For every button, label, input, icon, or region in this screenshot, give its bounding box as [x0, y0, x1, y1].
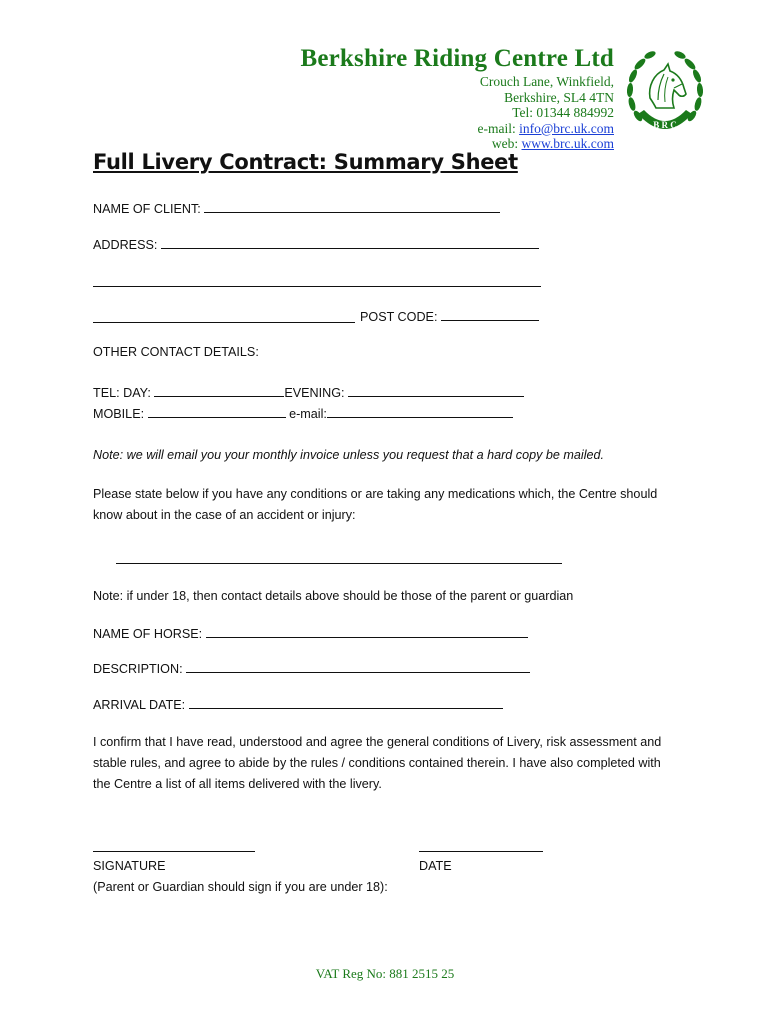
postcode-field[interactable] [441, 309, 539, 321]
company-name: Berkshire Riding Centre Ltd [300, 45, 614, 72]
tel-row [93, 385, 524, 401]
confirmation-text: I confirm that I have read, understood and agree the general conditions of Livery, risk assessment and stable rules, and agree to abide by the rules / conditions contained therein. I have also completed with the Centre a list of all items delivered with the livery. [93, 735, 662, 791]
address-field-2[interactable] [93, 286, 541, 287]
email-link[interactable]: info@brc.uk.com [519, 120, 614, 136]
arrival-date-field[interactable] [189, 697, 503, 709]
brc-logo [624, 44, 706, 142]
description-label: DESCRIPTION: [93, 662, 183, 676]
logo-letters: B R C [653, 120, 677, 130]
postcode-label: POST CODE: [360, 310, 438, 324]
arrival-date-row [93, 697, 503, 713]
telephone: Tel: 01344 884992 [512, 105, 614, 120]
conditions-prompt: Please state below if you have any conditions or are taking any medications which, the Centre should know about in the case of an accident or injury: [93, 487, 658, 522]
tel-day-label: TEL: DAY: [93, 386, 151, 400]
client-name-label: NAME OF CLIENT: [93, 202, 201, 216]
tel-day-field[interactable] [154, 385, 284, 397]
horse-name-label: NAME OF HORSE: [93, 627, 203, 641]
address-field-3[interactable] [93, 322, 355, 323]
description-field[interactable] [186, 661, 530, 673]
page-title: Full Livery Contract: Summary Sheet [93, 150, 518, 174]
email-label: e-mail: [477, 120, 520, 136]
arrival-date-label: ARRIVAL DATE: [93, 698, 186, 712]
address-line-1: Crouch Lane, Winkfield, [479, 74, 614, 89]
horse-name-field[interactable] [206, 626, 528, 638]
contact-email-field[interactable] [327, 406, 513, 418]
address-label: ADDRESS: [93, 238, 158, 252]
web-link[interactable]: www.brc.uk.com [521, 136, 614, 151]
vat-registration: VAT Reg No: 881 2515 25 [315, 966, 455, 981]
email-line [300, 121, 614, 137]
client-name-field[interactable] [204, 201, 500, 213]
signature-field[interactable] [93, 851, 255, 852]
client-name-row [93, 201, 500, 217]
guardian-note: (Parent or Guardian should sign if you are under 18): [93, 880, 388, 894]
address-line-2: Berkshire, SL4 4TN [504, 89, 614, 105]
evening-label: EVENING: [284, 386, 345, 400]
signature-label: SIGNATURE [93, 859, 166, 873]
contact-email-label: e-mail: [289, 407, 327, 421]
horse-name-row [93, 626, 528, 642]
invoice-note: Note: we will email you your monthly invoice unless you request that a hard copy be mailed. [93, 448, 605, 462]
mobile-field[interactable] [148, 406, 286, 418]
tel-evening-field[interactable] [348, 385, 524, 397]
address-field-1[interactable] [161, 237, 539, 249]
conditions-field[interactable] [116, 563, 562, 564]
company-header [300, 44, 614, 152]
mobile-row [93, 406, 513, 422]
address-row [93, 237, 539, 253]
other-contact-label: OTHER CONTACT DETAILS: [93, 345, 259, 359]
description-row [93, 661, 530, 677]
date-field[interactable] [419, 851, 543, 852]
mobile-label: MOBILE: [93, 407, 145, 421]
date-label: DATE [419, 859, 452, 873]
under18-note: Note: if under 18, then contact details above should be those of the parent or guardian [93, 589, 574, 603]
postcode-row [360, 309, 539, 325]
web-label: web: [491, 136, 522, 151]
